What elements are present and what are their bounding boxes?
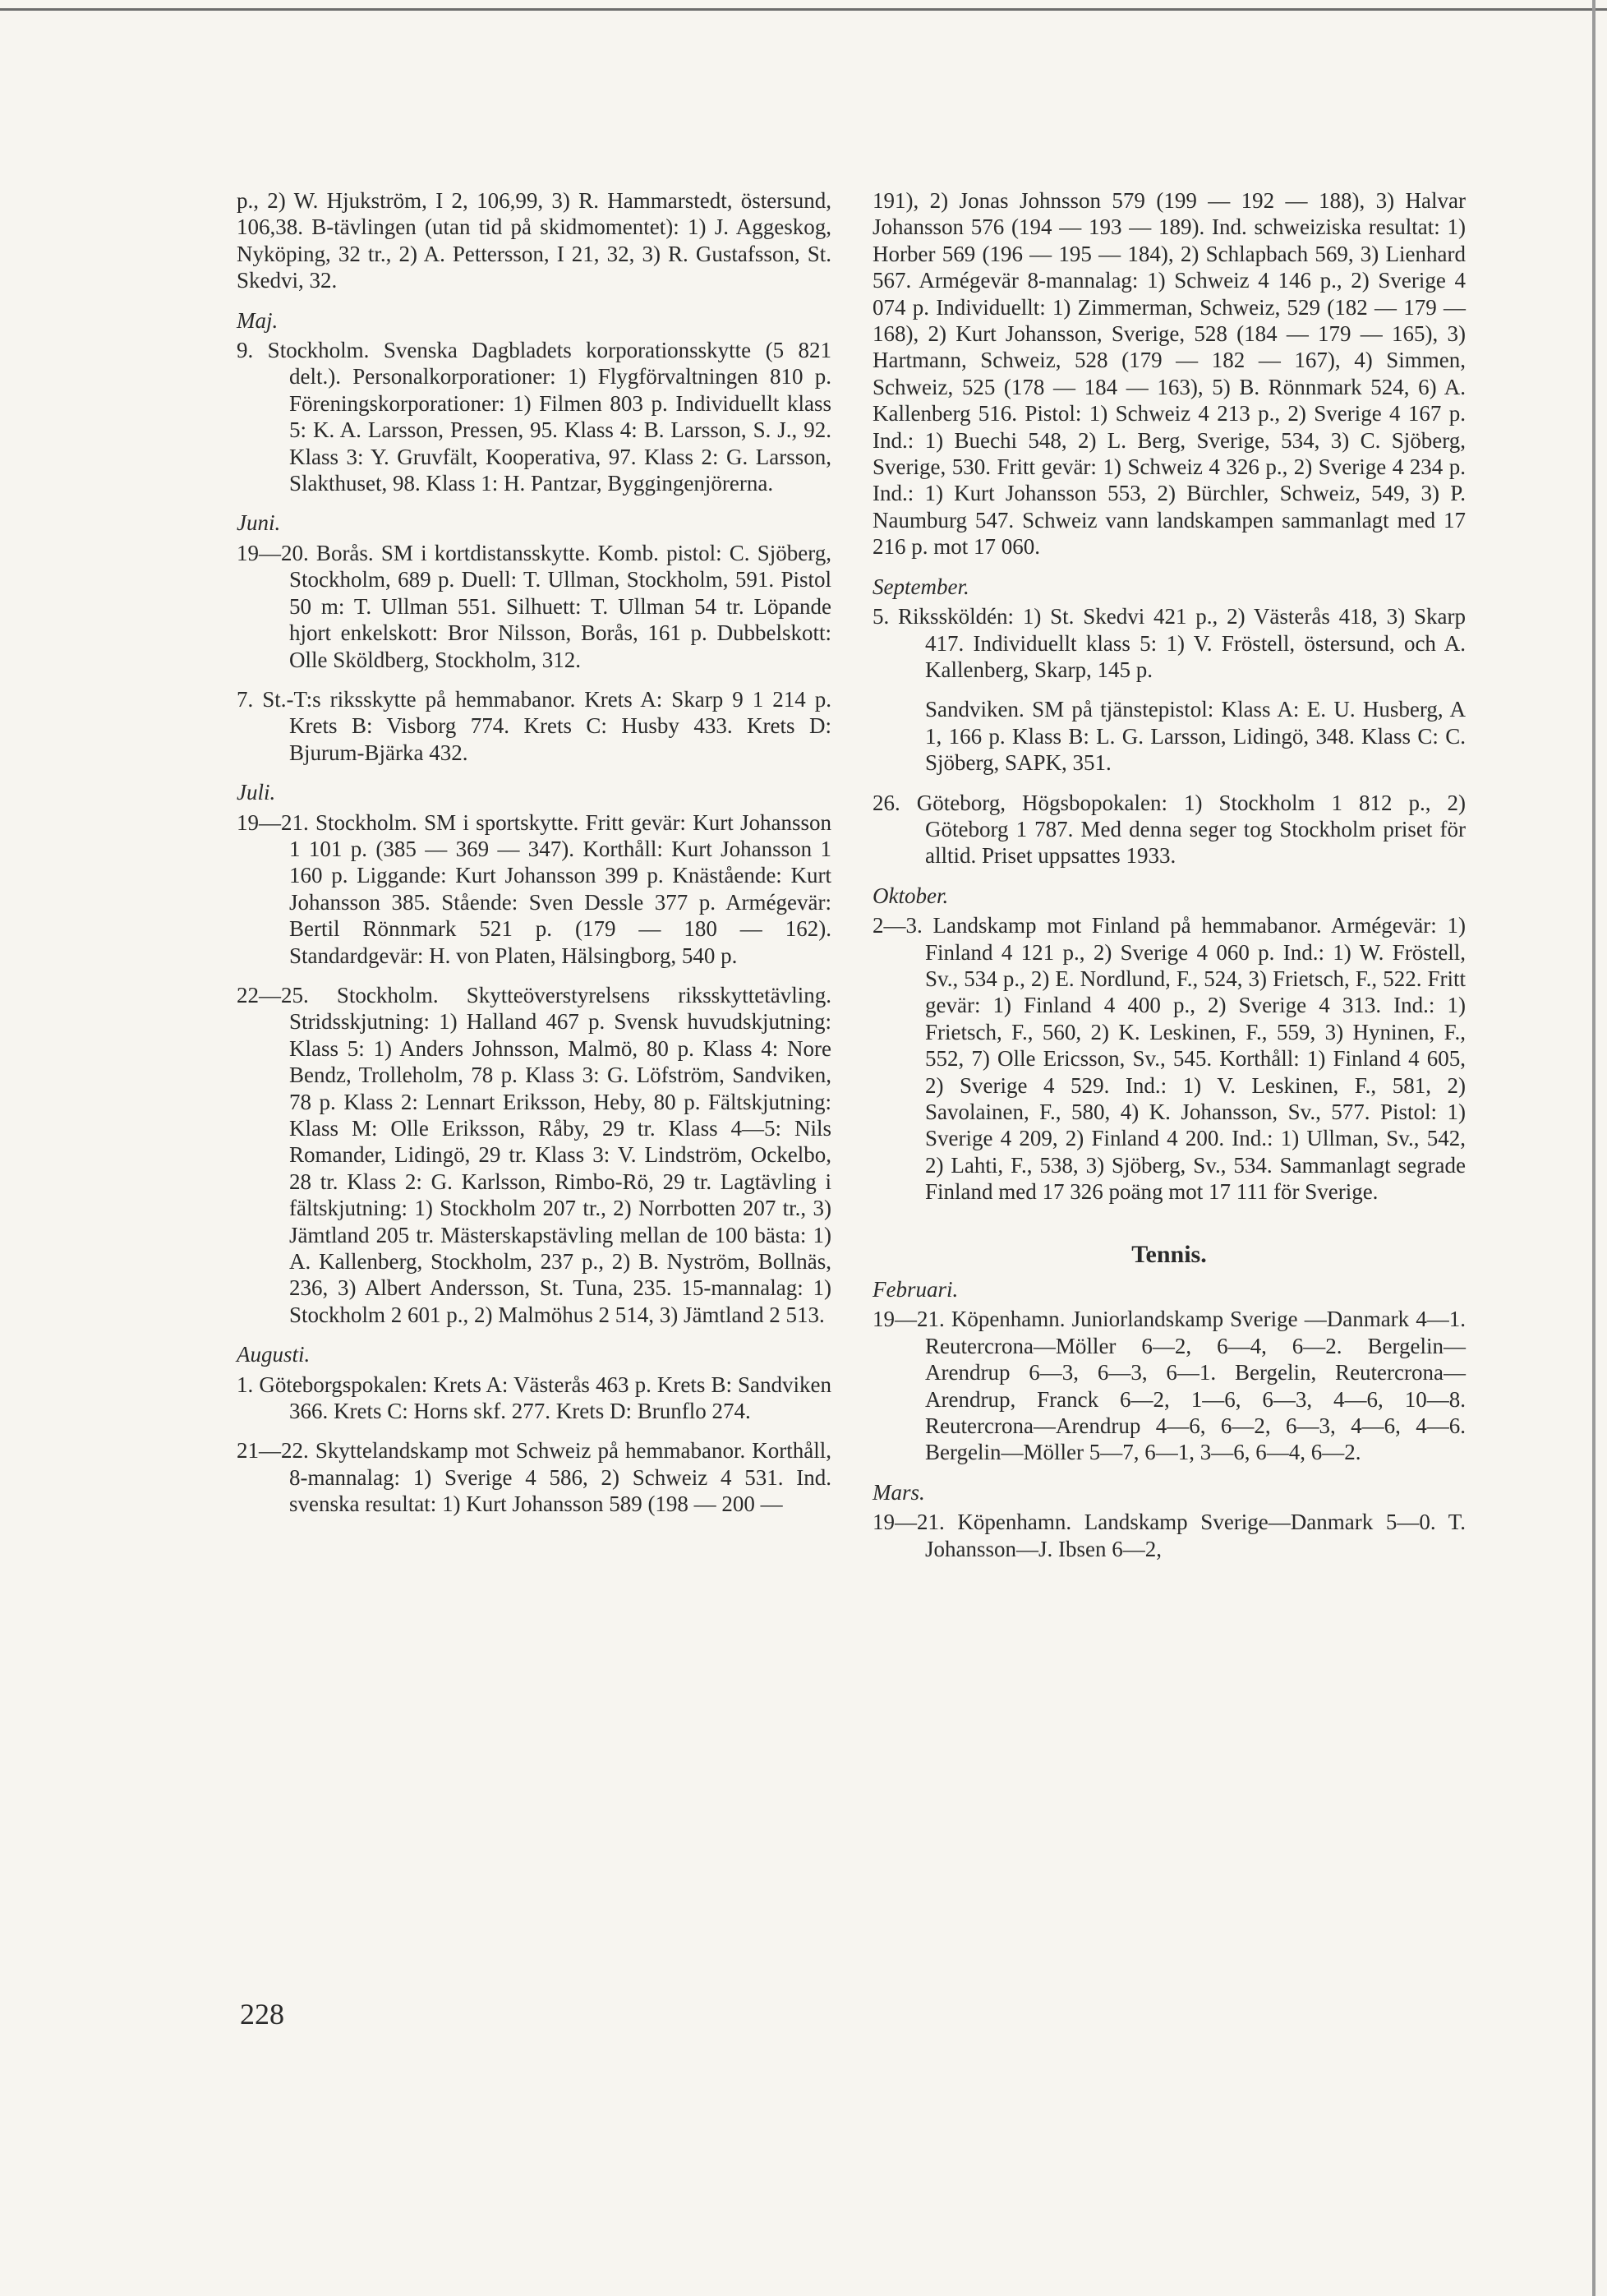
top-rule [0,8,1607,11]
right-heading-7: Tennis. [1131,1240,1207,1268]
left-entry-8: 22—25. Stockholm. Skytteöverstyrelsens riksskyttetävling. Stridsskjutning: 1) Halland 467 p. Svensk huvudskjutning: Klass 5: 1) Anders Johnsson, Malmö, 80 p. Klass 4: Nore Bendz, Trolleholm, 78 p. Klass 3: G. Löfström, Sandviken, 78 p. Klass 2: Lennart Eriksson, Heby, 80 p. Fältskjutning: Klass M: Olle Eriksson, Råby, 29 tr. Klass 4—5: Nils Romander, Lidingö, 29 tr. Klass 3: V. Lindström, Ockelbo, 28 tr. Klass 2: G. Karlsson, Rimbo-Rö, 29 tr. Lagtävling i fältskjutning: 1) Stockholm 207 tr., 2) Norrbotten 207 tr., 3) Jämtland 205 tr. Mästerskapstävling mellan de 100 bästa: 1) A. Kallenberg, Stockholm, 237 p., 2) B. Nyström, Bollnäs, 236, 3) Albert Andersson, St. Tuna, 235. 15-mannalag: 1) Stockholm 2 601 p., 2) Malmöhus 2 514, 3) Jämtland 2 513. [237,982,831,1327]
right-entry-4: 26. Göteborg, Högsbopokalen: 1) Stockholm 1 812 p., 2) Göteborg 1 787. Med denna seger tog Stockholm priset för alltid. Priset uppsattes 1933. [873,790,1466,869]
left-entry-2: 9. Stockholm. Svenska Dagbladets korporationsskytte (5 821 delt.). Personalkorporationer: 1) Flygförvaltningen 810 p. Föreningskorporationer: 1) Filmen 803 p. Individuellt klass 5: K. A. Larsson, Pressen, 95. Klass 4: B. Larsson, S. J., 92. Klass 3: Y. Gruvfält, Kooperativa, 97. Klass 2: G. Larsson, Slakthuset, 98. Klass 1: H. Pantzar, Byggingenjörerna. [237,338,831,496]
page-number: 228 [240,1998,284,2031]
right-column [873,187,1466,1575]
left-month-9: Augusti. [237,1342,311,1367]
left-entry-7: 19—21. Stockholm. SM i sportskytte. Fritt gevär: Kurt Johansson 1 101 p. (385 — 369 — 347). Korthåll: Kurt Johansson 1 160 p. Liggande: Kurt Johansson 399 p. Knästående: Kurt Johansson 385. Stående: Sven Dessle 377 p. Armégevär: Bertil Rönnmark 521 p. (179 — 180 — 162). Standardgevär: H. von Platen, Hälsingborg, 540 p. [237,809,831,968]
left-entry-10: 1. Göteborgspokalen: Krets A: Västerås 463 p. Krets B: Sandviken 366. Krets C: Horns skf. 277. Krets D: Brunflo 274. [237,1372,831,1424]
right-entry-6: 2—3. Landskamp mot Finland på hemmabanor. Armégevär: 1) Finland 4 121 p., 2) Sverige 4 060 p. Ind.: 1) W. Fröstell, Sv., 534 p., 2) E. Nordlund, F., 524, 3) Frietsch, F., 522. Fritt gevär: 1) Finland 4 400 p., 2) Sverige 4 313. Ind.: 1) Frietsch, F., 560, 2) K. Leskinen, F., 559, 3) Hyninen, F., 552, 7) Olle Ericsson, Sv., 545. Korthåll: 1) Finland 4 605, 2) Sverige 4 529. Ind.: 1) V. Leskinen, F., 581, 2) Savolainen, F., 580, 4) K. Johansson, Sv., 577. Pistol: 1) Sverige 4 209, 2) Finland 4 200. Ind.: 1) Ullman, Sv., 542, 2) Lahti, F., 538, 3) Sjöberg, Sv., 534. Sammanlagt segrade Finland med 17 326 poäng mot 17 111 för Sverige. [873,913,1466,1205]
left-month-6: Juli. [237,780,276,805]
right-month-5: Oktober. [873,883,949,908]
right-month-8: Februari. [873,1277,959,1302]
left-month-3: Juni. [237,510,281,536]
left-month-1: Maj. [237,307,279,333]
left-entry-4: 19—20. Borås. SM i kortdistansskytte. Komb. pistol: C. Sjöberg, Stockholm, 689 p. Duell: T. Ullman, Stockholm, 591. Pistol 50 m: T. Ullman 551. Silhuett: T. Ullman 54 tr. Löpande hjort enkelskott: Bror Nilsson, Borås, 161 p. Dubbelskott: Olle Sköldberg, Stockholm, 312. [237,540,831,672]
right-edge-rule [1592,0,1595,2296]
right-cont-0: 191), 2) Jonas Johnsson 579 (199 — 192 — 188), 3) Halvar Johansson 576 (194 — 193 — 189). Ind. schweiziska resultat: 1) Horber 569 (196 — 195 — 184), 2) Schlapbach 569, 3) Lienhard 567. Armégevär 8-mannalag: 1) Schweiz 4 146 p., 2) Sverige 4 074 p. Individuellt: 1) Zimmerman, Schweiz, 529 (182 — 179 — 168), 2) Kurt Johansson, Sverige, 528 (184 — 179 — 165), 3) Hartmann, Schweiz, 528 (179 — 182 — 167), 4) Simmen, Schweiz, 525 (178 — 184 — 163), 5) B. Rönnmark 524, 6) A. Kallenberg 516. Pistol: 1) Schweiz 4 213 p., 2) Sverige 4 167 p. Ind.: 1) Buechi 548, 2) L. Berg, Sverige, 534, 3) C. Sjöberg, Sverige, 530. Fritt gevär: 1) Schweiz 4 326 p., 2) Sverige 4 234 p. Ind.: 1) Kurt Johansson 553, 2) Bürchler, Schweiz, 549, 3) P. Naumburg 547. Schweiz vann landskampen sammanlagt med 17 216 p. mot 17 060. [873,188,1466,560]
right-month-1: September. [873,574,969,599]
right-month-10: Mars. [873,1479,925,1505]
left-column [237,187,831,1531]
left-entry-5: 7. St.-T:s riksskytte på hemmabanor. Krets A: Skarp 9 1 214 p. Krets B: Visborg 774. Krets C: Husby 433. Krets D: Bjurum-Bjärka 432. [237,686,831,765]
right-entry-2: 5. Rikssköldén: 1) St. Skedvi 421 p., 2) Västerås 418, 3) Skarp 417. Individuellt klass 5: 1) V. Fröstell, östersund, och A. Kallenberg, Skarp, 145 p. [873,604,1466,682]
right-para-3: Sandviken. SM på tjänstepistol: Klass A: E. U. Husberg, A 1, 166 p. Klass B: L. G. Larsson, Lidingö, 348. Klass C: C. Sjöberg, SAPK, 351. [925,697,1466,776]
left-cont-0: p., 2) W. Hjukström, I 2, 106,99, 3) R. Hammarstedt, östersund, 106,38. B-tävlingen (utan tid på skidmomentet): 1) J. Aggeskog, Nyköping, 32 tr., 2) A. Pettersson, I 21, 32, 3) R. Gustafsson, St. Skedvi, 32. [237,188,831,293]
left-entry-11: 21—22. Skyttelandskamp mot Schweiz på hemmabanor. Korthåll, 8-mannalag: 1) Sverige 4 586, 2) Schweiz 4 531. Ind. svenska resultat: 1) Kurt Johansson 589 (198 — 200 — [237,1438,831,1517]
right-entry-9: 19—21. Köpenhamn. Juniorlandskamp Sverige —Danmark 4—1. Reutercrona—Möller 6—2, 6—4, 6—2. Bergelin—Arendrup 6—3, 6—3, 6—1. Bergelin, Reutercrona—Arendrup, Franck 6—2, 1—6, 6—3, 4—6, 10—8. Reutercrona—Arendrup 4—6, 6—2, 6—3, 4—6, 4—6. Bergelin—Möller 5—7, 6—1, 3—6, 6—4, 6—2. [873,1307,1466,1465]
right-entry-11: 19—21. Köpenhamn. Landskamp Sverige—Danmark 5—0. T. Johansson—J. Ibsen 6—2, [873,1510,1466,1561]
